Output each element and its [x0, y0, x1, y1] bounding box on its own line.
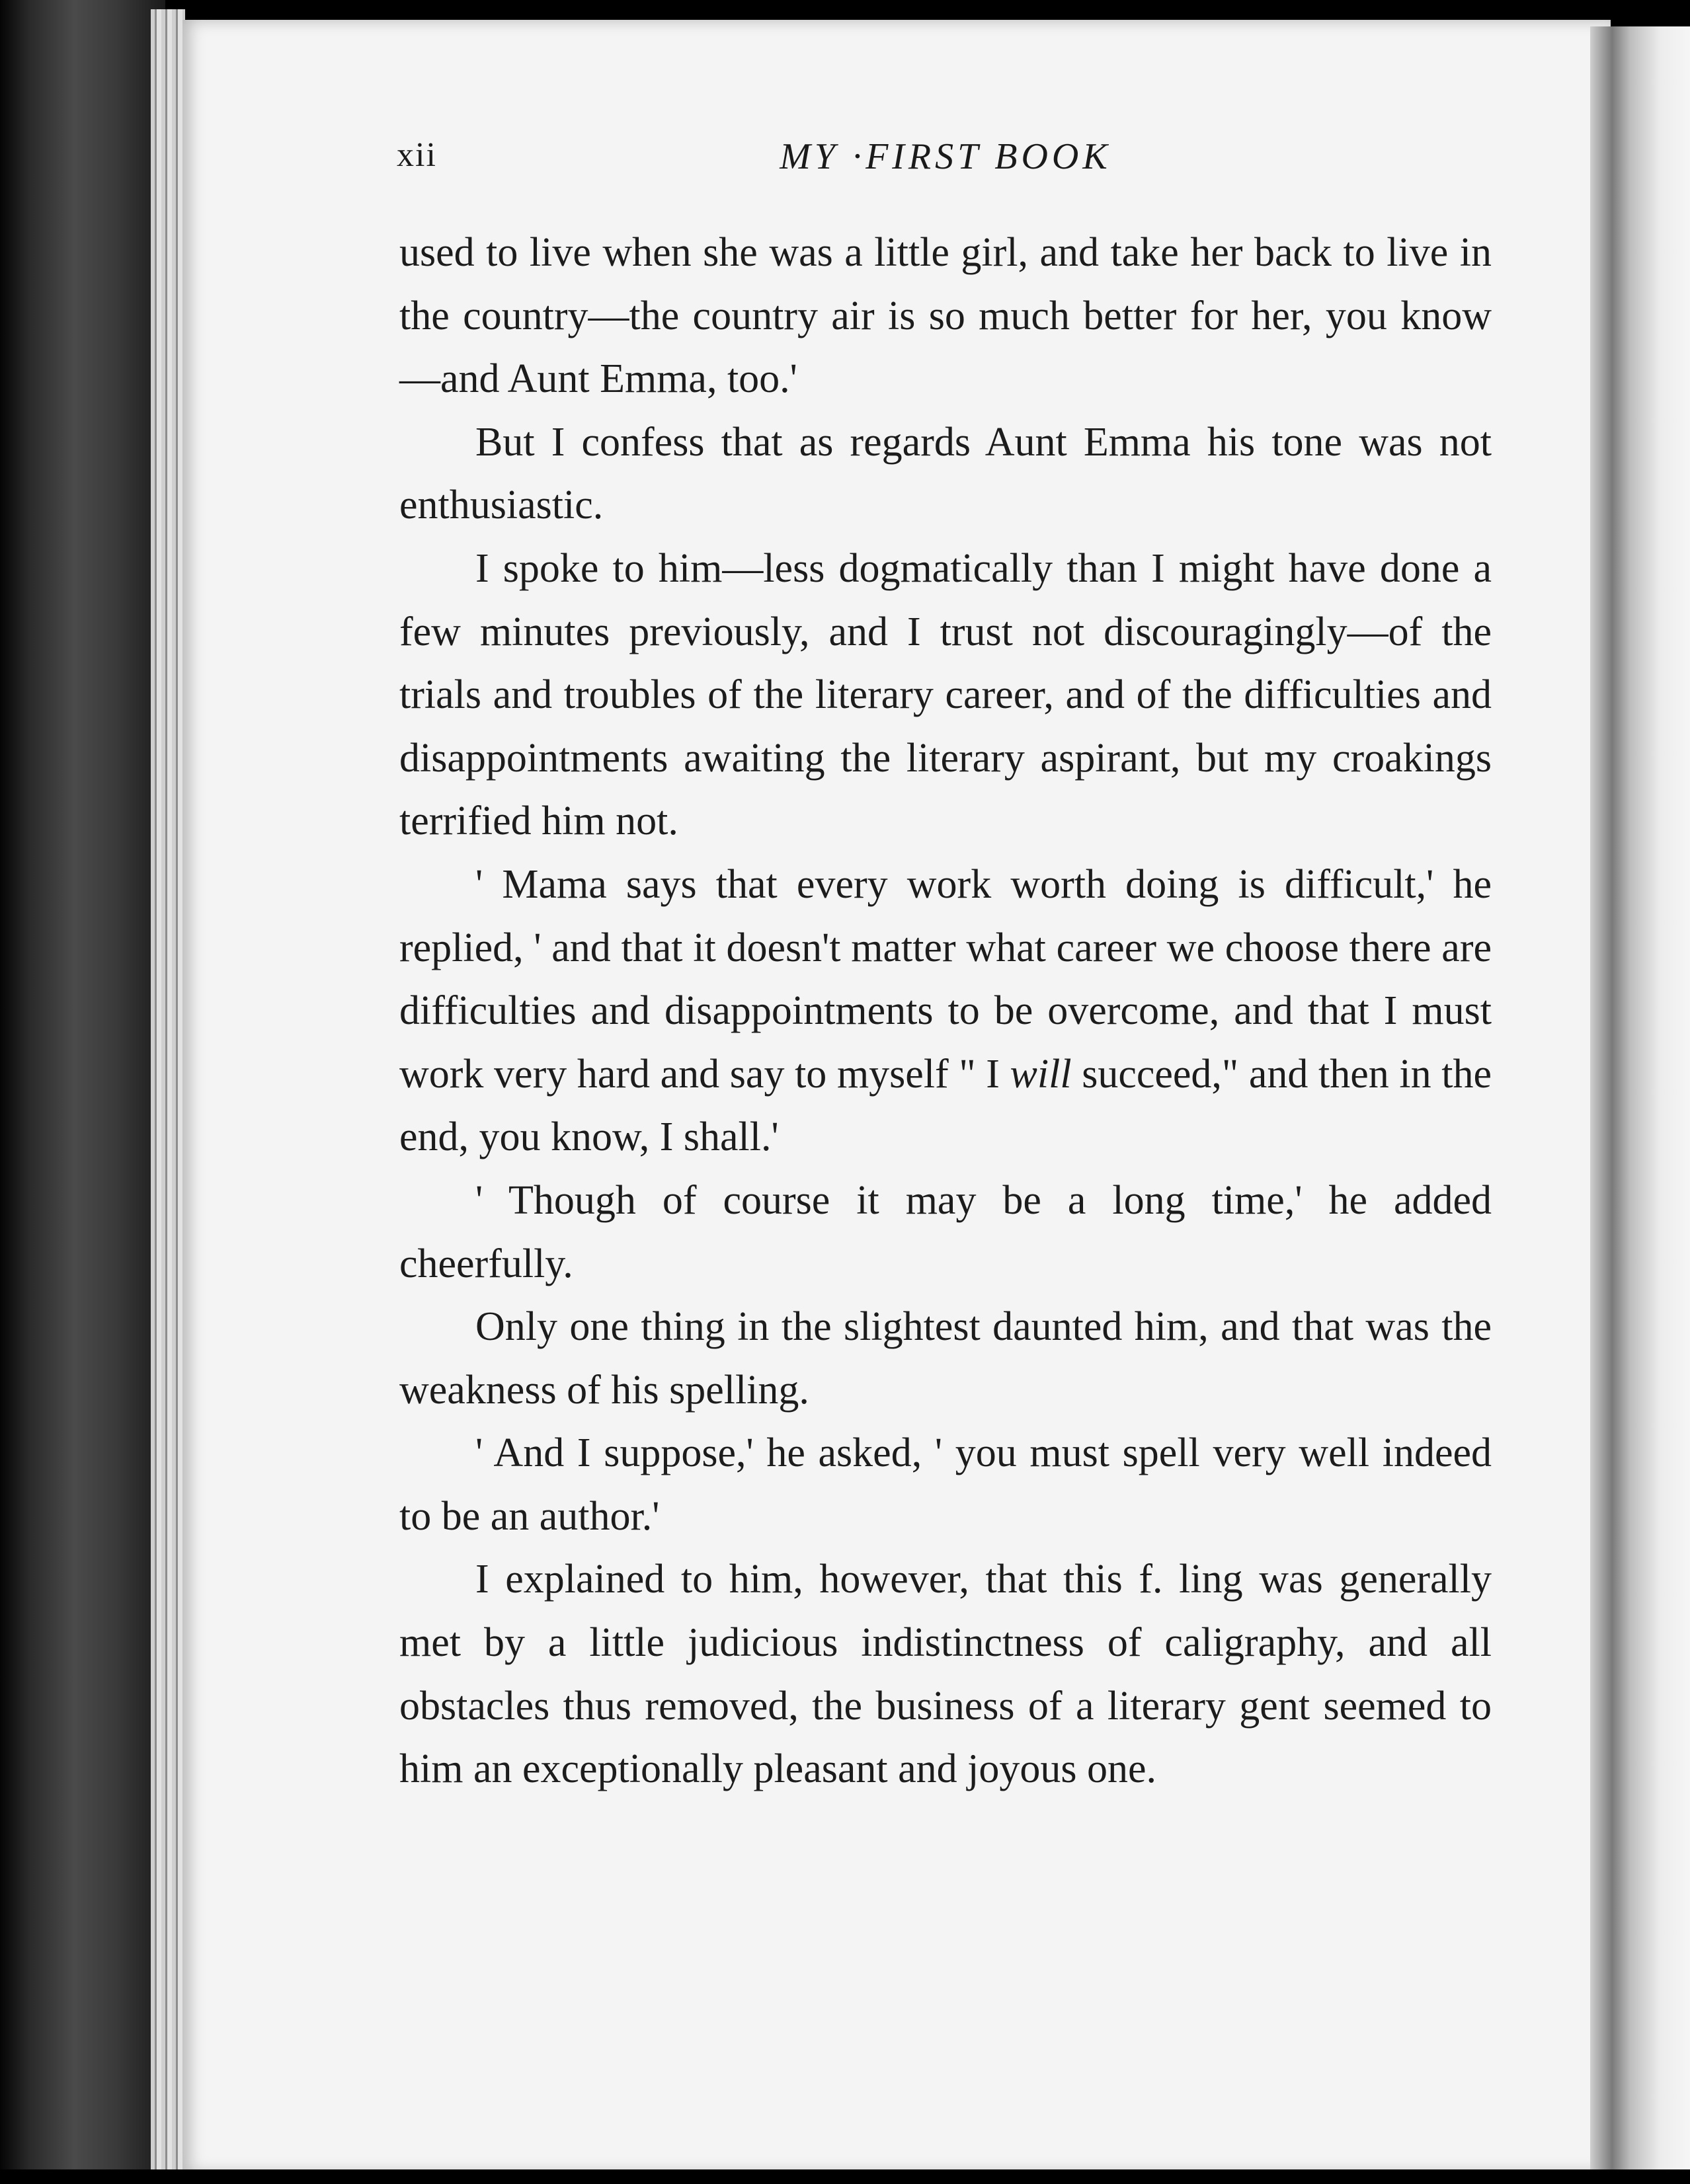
paragraph-1	[399, 221, 1492, 411]
page-number: xii	[397, 136, 437, 174]
paragraph-5	[399, 1169, 1492, 1296]
paragraph-4	[399, 853, 1492, 1169]
paragraph-6	[399, 1296, 1492, 1422]
text-segment: I explained to him, however, that this f. ling was generally met by a little judicious indistinctness of caligraphy, and all obstacles thus removed, the business of a literary gent seemed to him an exceptionally pleasant and joyous one.	[399, 1557, 1492, 1792]
italic-emphasis: will	[1010, 1051, 1072, 1097]
page-fold-shadow	[1590, 26, 1690, 2184]
text-segment: ' Though of course it may be a long time,' he added cheerfully.	[399, 1177, 1492, 1286]
text-segment: But I confess that as regards Aunt Emma his tone was not enthusiastic.	[399, 419, 1492, 528]
text-segment: succeed," and then in the end, you know, I shall.'	[399, 1051, 1492, 1160]
paragraph-3	[399, 537, 1492, 853]
text-segment: ' Mama says that every work worth doing is difficult,' he replied, ' and that it doesn't matter what career we choose there are difficulties and disappointments to be overcome, and that I must work very hard and say to myself " I	[399, 861, 1492, 1097]
page-edges	[151, 9, 185, 2179]
paragraph-8	[399, 1548, 1492, 1801]
bottom-edge	[0, 2169, 1690, 2184]
book-title: MY ·FIRST BOOK	[780, 136, 1111, 177]
running-head	[397, 136, 1494, 188]
paragraph-7	[399, 1422, 1492, 1548]
text-segment: used to live when she was a little girl, and take her back to live in the country—the country air is so much better for her, you know—and Aunt Emma, too.'	[399, 230, 1492, 402]
text-segment: ' And I suppose,' he asked, ' you must spell very well indeed to be an author.'	[399, 1430, 1492, 1539]
text-segment: Only one thing in the slightest daunted him, and that was the weakness of his spelling.	[399, 1304, 1492, 1413]
paragraph-2	[399, 411, 1492, 537]
body-text	[399, 221, 1492, 1801]
text-segment: I spoke to him—less dogmatically than I might have done a few minutes previously, and I trust not discouragingly—of the trials and troubles of the literary career, and of the difficulties and disappointments awaiting the literary aspirant, but my croakings terrified him not.	[399, 545, 1492, 844]
book-spine	[0, 0, 165, 2184]
